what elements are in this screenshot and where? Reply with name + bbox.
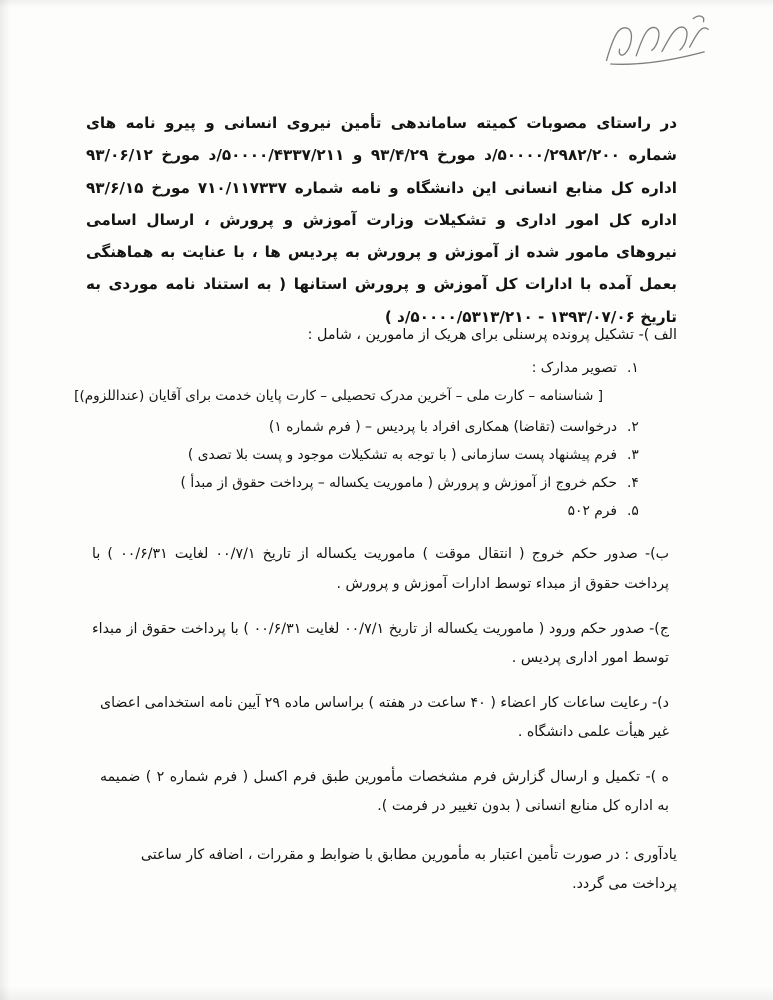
- list-item-number: ۳.: [627, 446, 639, 463]
- list-item: [92, 498, 677, 525]
- section-he-paragraph: ه )- تکمیل و ارسال گزارش فرم مشخصات مأمورین طبق فرم اکسل ( فرم شماره ۲ ) ضمیمه به اداره کل منابع انسانی ( بدون تغییر در فرمت ).: [100, 769, 669, 815]
- list-item-number: ۴.: [627, 474, 639, 491]
- list-item: [92, 414, 677, 441]
- list-item-label: درخواست (تقاضا) همکاری افراد با پردیس – ( فرم شماره ۱): [268, 418, 617, 435]
- list-item-number: ۱.: [627, 360, 639, 377]
- scan-edge-shadow-left: [0, 0, 10, 1000]
- list-item: [92, 442, 677, 469]
- section-alef-title: الف )- تشکیل پرونده پرسنلی برای هریک از مامورین ، شامل :: [307, 327, 677, 343]
- section-be-paragraph: ب)- صدور حکم خروج ( انتقال موقت ) ماموریت یکساله از تاریخ ۰۰/۷/۱ لغایت ۰۰/۶/۳۱ ) با پرداخت حقوق از مبداء توسط ادارات آموزش و پرورش .: [92, 546, 670, 592]
- list-item-number: ۲.: [627, 418, 639, 435]
- closing-reminder: یادآوری : در صورت تأمین اعتبار به مأمورین مطابق با ضوابط و مقررات ، اضافه کار ساعتی پرداخت می گردد.: [140, 847, 677, 892]
- intro-paragraph: در راستای مصوبات کمیته ساماندهی تأمین نیروی انسانی و پیرو نامه های شماره ۵۰۰۰۰/۲۹۸۲/۲۰۰/د مورخ ۹۳/۴/۲۹ و ۵۰۰۰۰/۴۳۳۷/۲۱۱/د مورخ ۹۳/۰۶/۱۲ اداره کل منابع انسانی این دانشگاه و نامه شماره ۷۱۰/۱۱۷۳۳۷ مورخ ۹۳/۶/۱۵ اداره کل امور اداری و تشکیلات وزارت آموزش و پرورش ، ارسال اسامی نیروهای مامور شده از آموزش و پرورش به پردیس ها ، با عنایت به هماهنگی بعمل آمده با ادارات کل آموزش و پرورش استانها ( به استناد نامه موردی به تاریخ ۱۳۹۳/۰۷/۰۶ - ۵۰۰۰۰/۵۳۱۳/۲۱۰/د ): [86, 114, 677, 326]
- section-alef-item-list-continued: [92, 414, 677, 525]
- list-item-label: تصویر مدارک :: [531, 360, 617, 377]
- section-jim-paragraph: ج)- صدور حکم ورود ( ماموریت یکساله از تاریخ ۰۰/۷/۱ لغایت ۰۰/۶/۳۱ ) با پرداخت حقوق از مبداء توسط امور اداری پردیس .: [92, 620, 669, 666]
- list-item: [92, 355, 677, 382]
- list-item-label: حکم خروج از آموزش و پرورش ( ماموریت یکساله – پرداخت حقوق از مبدأ ): [180, 474, 617, 491]
- document-body: [74, 322, 677, 898]
- scan-edge-shadow-top: [0, 0, 773, 8]
- list-item: [92, 470, 677, 497]
- list-item-label: فرم پیشنهاد پست سازمانی ( با توجه به تشکیلات موجود و پست بلا تصدی ): [187, 446, 617, 463]
- handwriting-marginalia: [589, 4, 724, 77]
- section-alef-item-list: [92, 355, 677, 382]
- list-item-number: ۵.: [627, 502, 639, 519]
- section-alef-documents-note: [ شناسنامه – کارت ملی – آخرین مدرک تحصیلی – کارت پایان خدمت برای آقایان (عنداللزوم)]: [74, 388, 603, 405]
- scan-edge-shadow-bottom: [0, 986, 773, 1000]
- list-item-label: فرم ۵۰۲: [567, 502, 617, 519]
- section-dal-paragraph: د)- رعایت ساعات کار اعضاء ( ۴۰ ساعت در هفته ) براساس ماده ۲۹ آیین نامه استخدامی اعضای غیر هیأت علمی دانشگاه .: [100, 694, 669, 740]
